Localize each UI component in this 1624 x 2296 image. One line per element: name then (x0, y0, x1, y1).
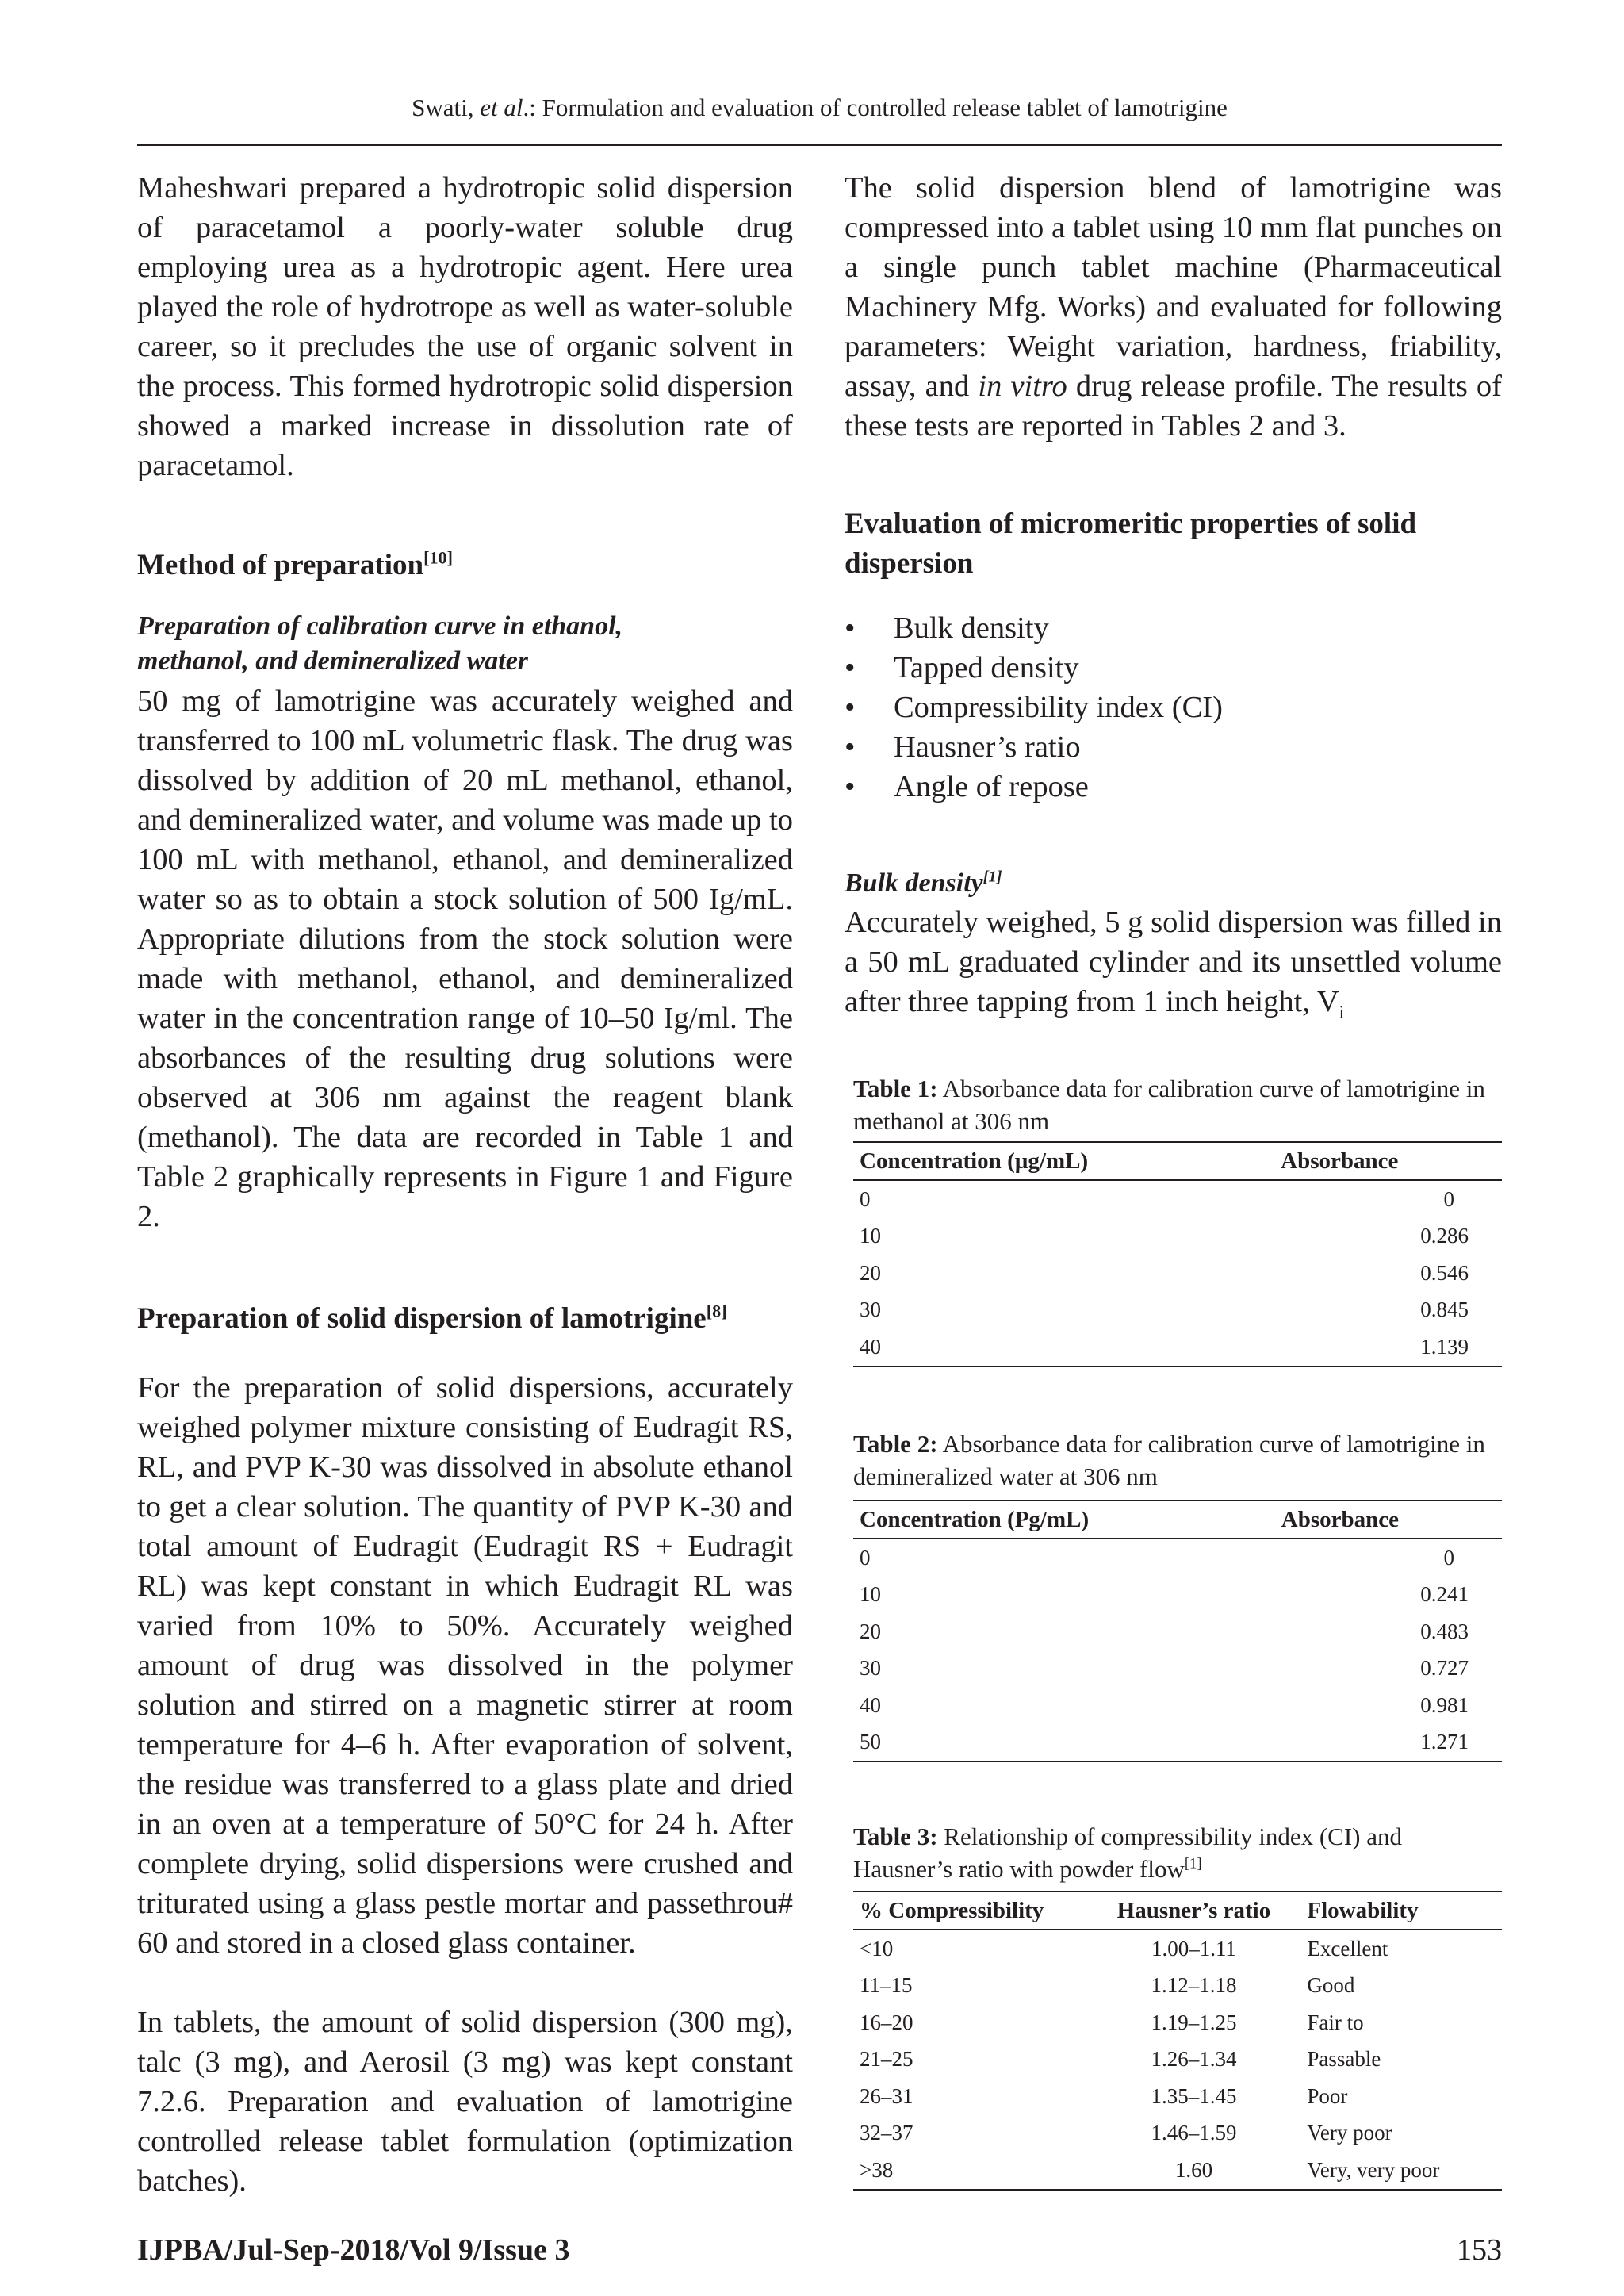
list-item: • Hausner’s ratio (845, 727, 1502, 767)
citation-ref: [1] (1184, 1855, 1202, 1872)
cell: 0 (860, 1186, 871, 1211)
table1-caption (853, 1072, 1488, 1137)
table-row (853, 1650, 1502, 1688)
cell: 26–31 (860, 2083, 914, 2108)
heading-method-of-preparation (137, 546, 793, 585)
column-header: % Compressibility (853, 1892, 1086, 1930)
table1 (853, 1141, 1502, 1367)
table-row (853, 2078, 1502, 2115)
table-row (853, 1724, 1502, 1762)
heading-text: Method of preparation (137, 549, 424, 581)
citation-ref: [1] (982, 868, 1002, 886)
cell: 0.241 (1420, 1582, 1469, 1607)
cell: 40 (860, 1692, 881, 1717)
table-row (853, 1292, 1502, 1329)
cell: Very poor (1307, 2121, 1392, 2145)
column-header: Absorbance (1274, 1142, 1502, 1180)
cell: 0.483 (1420, 1619, 1469, 1643)
paragraph-maheshwari: Maheshwari prepared a hydrotropic solid dispersion of paracetamol a poorly-water soluble drug employing urea as a hydrotropic agent. Here urea played the role of hydrotrope as well as water-soluble career, so it precludes the use of organic solvent in the process. This formed hydrotropic solid dispersion showed a marked increase in dissolution rate of paracetamol. (137, 171, 793, 482)
column-header: Concentration (Pg/mL) (853, 1501, 1275, 1539)
cell: 0.845 (1420, 1297, 1469, 1322)
table-row (853, 1613, 1502, 1650)
table-row (853, 2041, 1502, 2079)
table3-caption (853, 1820, 1488, 1885)
column-header: Hausner’s ratio (1086, 1892, 1300, 1930)
cell: 0.286 (1420, 1224, 1469, 1248)
table-row (853, 2115, 1502, 2152)
table-row (853, 1180, 1502, 1218)
cell: 30 (860, 1656, 881, 1681)
caption-text: Absorbance data for calibration curve of lamotrigine in demineralized water at 306 nm (853, 1430, 1485, 1490)
cell: 40 (853, 1328, 1274, 1366)
cell: 1.60 (1086, 2152, 1300, 2190)
cell: 0.981 (1420, 1692, 1469, 1717)
paragraph-calibration: 50 mg of lamotrigine was accurately weighed and transferred to 100 mL volumetric flask. The drug was dissolved by addition of 20 mL methanol, ethanol, and demineralized water, and volume was made up to 100 mL with methanol, ethanol, and demineralized water so as to obtain a stock solution of 500 Ig/mL. Appropriate dilutions from the stock solution were made with methanol, ethanol, and demineralized water in the concentration range of 10–50 Ig/ml. The absorbances of the resulting drug solutions were observed at 306 nm against the reagent blank (methanol). The data are recorded in Table 1 and Table 2 graphically represents in Figure 1 and Figure 2. (137, 684, 793, 1233)
citation-ref: [8] (706, 1301, 727, 1321)
list-item: • Compressibility index (CI) (845, 688, 1502, 727)
cell: 1.26–1.34 (1151, 2047, 1237, 2072)
running-header-authors: Swati, (412, 94, 481, 121)
column-header: Absorbance (1275, 1501, 1502, 1539)
cell: 1.46–1.59 (1151, 2121, 1237, 2145)
cell: Good (1307, 1973, 1355, 1998)
cell: 0.727 (1420, 1656, 1469, 1681)
cell: 16–20 (860, 2010, 914, 2034)
cell: 0 (1443, 1186, 1454, 1211)
table2 (853, 1500, 1502, 1762)
subscript: i (1339, 1001, 1345, 1022)
text: drug release profile. The results of these tests are reported in Tables 2 and 3. (845, 370, 1503, 443)
cell: 0 (1443, 1545, 1454, 1570)
subheading-bulk-density (845, 866, 1502, 901)
table-row (853, 1930, 1502, 1968)
cell: <10 (860, 1936, 894, 1961)
table-label: Table 2: (853, 1430, 938, 1458)
list-item: • Bulk density (845, 608, 1502, 648)
cell: 0 (860, 1545, 871, 1570)
heading-solid-dispersion (137, 1299, 793, 1339)
heading-text: Preparation of solid dispersion of lamotrigine (137, 1302, 707, 1335)
subheading-calibration-curve: Preparation of calibration curve in ethanol, methanol, and demineralized water (137, 611, 623, 676)
table-row (853, 1687, 1502, 1724)
table-row (853, 2152, 1502, 2190)
table-row (853, 1328, 1502, 1366)
micromeritic-property-list (845, 608, 1502, 807)
text: Accurately weighed, 5 g solid dispersion was filled in a 50 mL graduated cylinder and its unsettled volume after three tapping from 1 inch height, V (845, 906, 1502, 1018)
paragraph-solid-dispersion-prep: For the preparation of solid dispersions, accurately weighed polymer mixture consisting of Eudragit RS, RL, and PVP K-30 was dissolved in absolute ethanol to get a clear solution. The quantity of PVP K-30 and total amount of Eudragit (Eudragit RS + Eudragit RL) was kept constant in which Eudragit RL was varied from 10% to 50%. Accurately weighed amount of drug was dissolved in the polymer solution and stirred on a magnetic stirrer at room temperature for 4–6 h. After evaporation of solvent, the residue was transferred to a glass plate and dried in an oven at a temperature of 50°C for 24 h. After complete drying, solid dispersions were crushed and triturated using a glass pestle mortar and passethrou# 60 and stored in a closed glass container. (137, 1371, 793, 1960)
paragraph-bulk-density (845, 903, 1502, 1032)
cell: 10 (860, 1224, 881, 1248)
cell: 1.271 (1275, 1724, 1502, 1762)
page-number: 153 (1457, 2233, 1502, 2267)
table-row (853, 2004, 1502, 2041)
footer-journal-info: IJPBA/Jul-Sep-2018/Vol 9/Issue 3 (137, 2233, 570, 2267)
paragraph-tablet-compression (845, 168, 1502, 446)
table-label: Table 3: (853, 1823, 938, 1850)
list-item: • Angle of repose (845, 767, 1502, 807)
cell: 32–37 (860, 2121, 914, 2145)
cell: Passable (1307, 2047, 1381, 2072)
table-row (853, 1539, 1502, 1577)
table2-caption (853, 1428, 1488, 1493)
column-header: Flowability (1300, 1892, 1502, 1930)
running-header-title: .: Formulation and evaluation of controlled release tablet of lamotrigine (523, 94, 1228, 121)
cell: 0.546 (1420, 1260, 1469, 1285)
running-header (137, 94, 1502, 122)
table-row (853, 1218, 1502, 1255)
table-row (853, 1255, 1502, 1292)
cell: 10 (860, 1582, 881, 1607)
cell: Fair to (1307, 2010, 1364, 2034)
column-header: Concentration (µg/mL) (853, 1142, 1274, 1180)
cell: 1.00–1.11 (1151, 1936, 1236, 1961)
cell: 20 (860, 1619, 881, 1643)
header-rule (137, 144, 1502, 146)
text: The solid dispersion blend of lamotrigine was compressed into a tablet using 10 mm flat punches on a single punch tablet machine (Pharmaceutical Machinery Mfg. Works) and evaluated for following parameters: Weight variation, hardness, friability, assay, and (845, 171, 1502, 403)
citation-ref: [10] (423, 547, 454, 568)
paragraph-tablet-composition: In tablets, the amount of solid dispersion (300 mg), talc (3 mg), and Aerosil (3 mg) was kept constant 7.2.6. Preparation and evaluation of lamotrigine controlled release tablet formulation (optimization batches). (137, 2006, 793, 2198)
cell: 1.139 (1274, 1328, 1502, 1366)
table3 (853, 1891, 1502, 2191)
cell: 1.12–1.18 (1151, 1973, 1237, 1998)
text: Bulk density (845, 868, 983, 898)
cell: 1.19–1.25 (1151, 2010, 1237, 2034)
cell: 30 (860, 1297, 881, 1322)
list-item: • Tapped density (845, 648, 1502, 688)
cell: Excellent (1307, 1936, 1388, 1961)
cell: Poor (1307, 2083, 1348, 2108)
heading-micromeritic-evaluation: Evaluation of micromeritic properties of solid dispersion (845, 508, 1417, 580)
cell: 1.35–1.45 (1151, 2083, 1237, 2108)
cell: 20 (860, 1260, 881, 1285)
cell: Very, very poor (1300, 2152, 1502, 2190)
table-label: Table 1: (853, 1075, 938, 1102)
cell: 50 (853, 1724, 1275, 1762)
cell: >38 (853, 2152, 1086, 2190)
table-row (853, 1577, 1502, 1614)
text-italic: in vitro (978, 370, 1067, 403)
running-header-etal: et al (480, 94, 523, 121)
cell: 21–25 (860, 2047, 914, 2072)
caption-text: Relationship of compressibility index (CI) and Hausner’s ratio with powder flow (853, 1823, 1402, 1883)
cell: 11–15 (860, 1973, 913, 1998)
table-row (853, 1968, 1502, 2005)
caption-text: Absorbance data for calibration curve of lamotrigine in methanol at 306 nm (853, 1075, 1485, 1135)
